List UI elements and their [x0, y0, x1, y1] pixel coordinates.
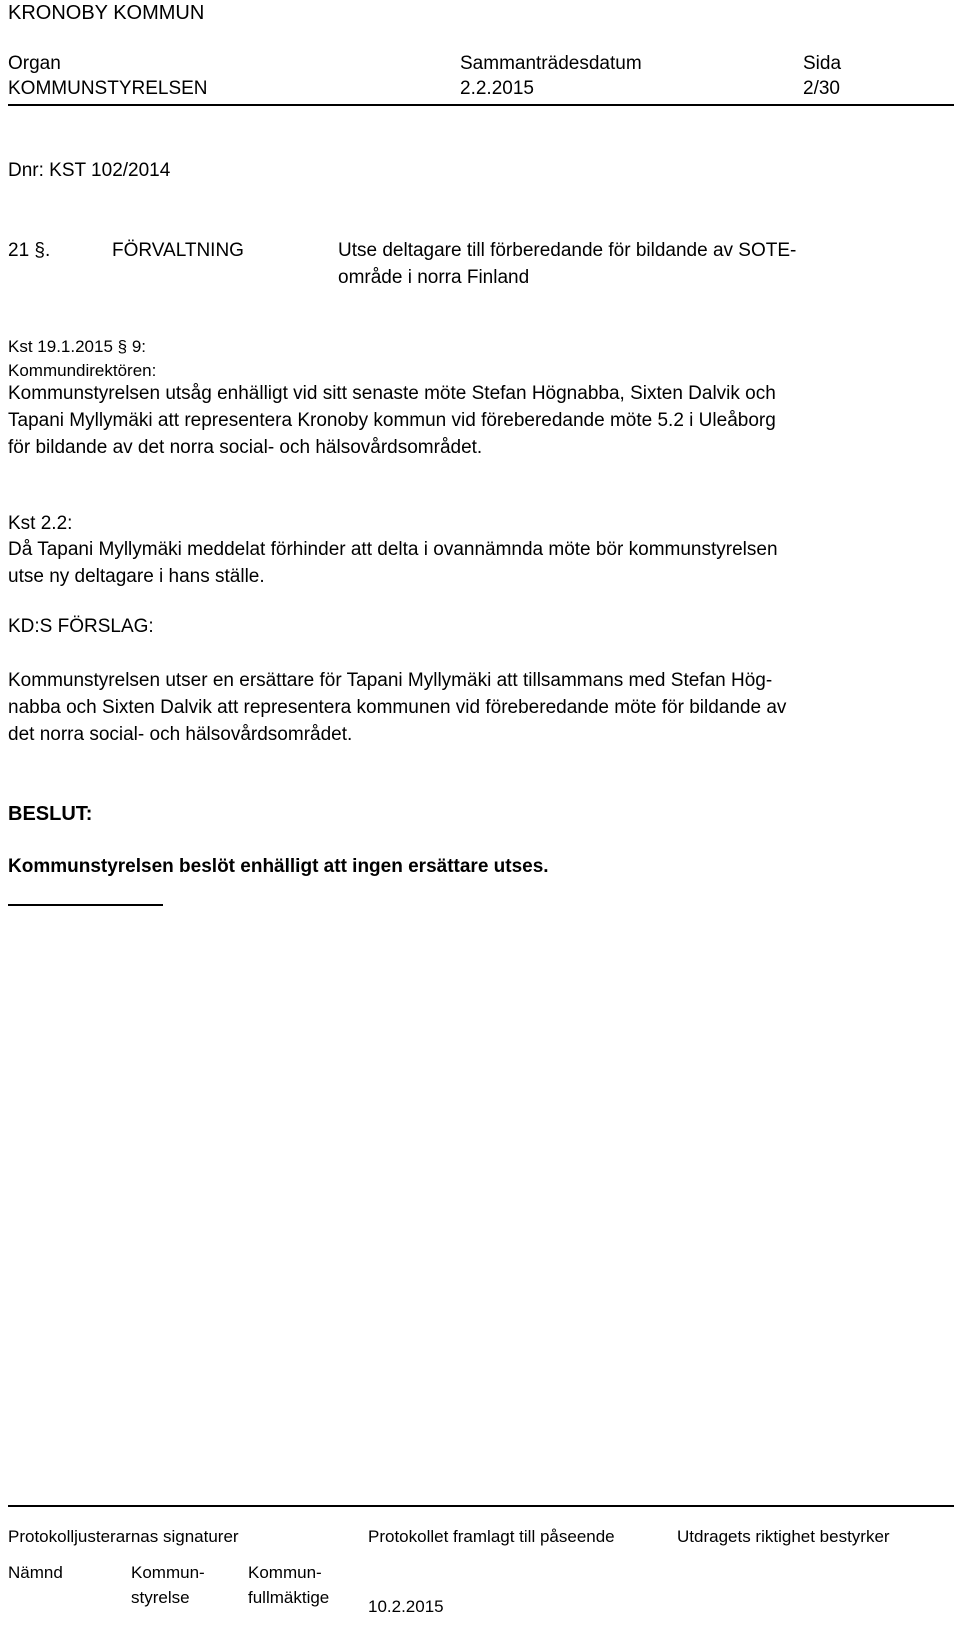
signatures-label: Protokolljusterarnas signaturer [8, 1527, 239, 1546]
paragraph-1-line: Tapani Myllymäki att representera Kronoby kommun vid föreberedande möte 5.2 i Uleåborg [8, 410, 776, 431]
paragraph-2-line: utse ny deltagare i hans ställe. [8, 566, 265, 587]
proposal-line: nabba och Sixten Dalvik att representera kommunen vid föreberedande möte för bildande av [8, 697, 787, 718]
paragraph-2 [8, 536, 778, 590]
proposal-paragraph [8, 667, 786, 748]
footer-divider [8, 1505, 954, 1507]
verified-label: Utdragets riktighet bestyrker [677, 1527, 890, 1546]
section-title-line1: Utse deltagare till förberedande för bildande av SOTE- [338, 240, 797, 261]
decision-text: Kommunstyrelsen beslöt enhälligt att ingen ersättare utses. [8, 856, 549, 877]
reference-kst-1: Kst 19.1.2015 § 9: [8, 337, 146, 356]
decision-underline [8, 904, 163, 906]
signature-column-fullmaktige-1: Kommun- [248, 1563, 322, 1582]
reference-kst-2: Kst 2.2: [8, 513, 73, 534]
meeting-date-label: Sammanträdesdatum [460, 53, 642, 74]
decision-label: BESLUT: [8, 803, 93, 825]
paragraph-2-line: Då Tapani Myllymäki meddelat förhinder att delta i ovannämnda möte bör kommunstyrelsen [8, 539, 778, 560]
organ-value: KOMMUNSTYRELSEN [8, 78, 208, 99]
meeting-date-value: 2.2.2015 [460, 78, 534, 99]
signature-column-styrelse-2: styrelse [131, 1588, 190, 1607]
director-label: Kommundirektören: [8, 361, 157, 380]
paragraph-1-line: för bildande av det norra social- och hälsovårdsområdet. [8, 437, 483, 458]
signature-column-styrelse-1: Kommun- [131, 1563, 205, 1582]
section-number: 21 §. [8, 240, 51, 261]
presented-label: Protokollet framlagt till påseende [368, 1527, 615, 1546]
header-divider [8, 104, 954, 106]
signature-column-fullmaktige-2: fullmäktige [248, 1588, 330, 1607]
signature-column-namnd: Nämnd [8, 1563, 63, 1582]
section-category: FÖRVALTNING [112, 240, 244, 261]
section-title-line2: område i norra Finland [338, 267, 530, 288]
page-label: Sida [803, 53, 842, 74]
diary-number: Dnr: KST 102/2014 [8, 160, 171, 181]
paragraph-1 [8, 380, 776, 461]
page-number: 2/30 [803, 78, 840, 99]
proposal-line: det norra social- och hälsovårdsområdet. [8, 724, 353, 745]
proposal-label: KD:S FÖRSLAG: [8, 616, 154, 637]
organ-label: Organ [8, 53, 61, 74]
presented-date: 10.2.2015 [368, 1597, 444, 1616]
municipality-name: KRONOBY KOMMUN [8, 2, 205, 24]
proposal-line: Kommunstyrelsen utser en ersättare för Tapani Myllymäki att tillsammans med Stefan Hög- [8, 670, 773, 691]
paragraph-1-line: Kommunstyrelsen utsåg enhälligt vid sitt senaste möte Stefan Högnabba, Sixten Dalvik och [8, 383, 776, 404]
